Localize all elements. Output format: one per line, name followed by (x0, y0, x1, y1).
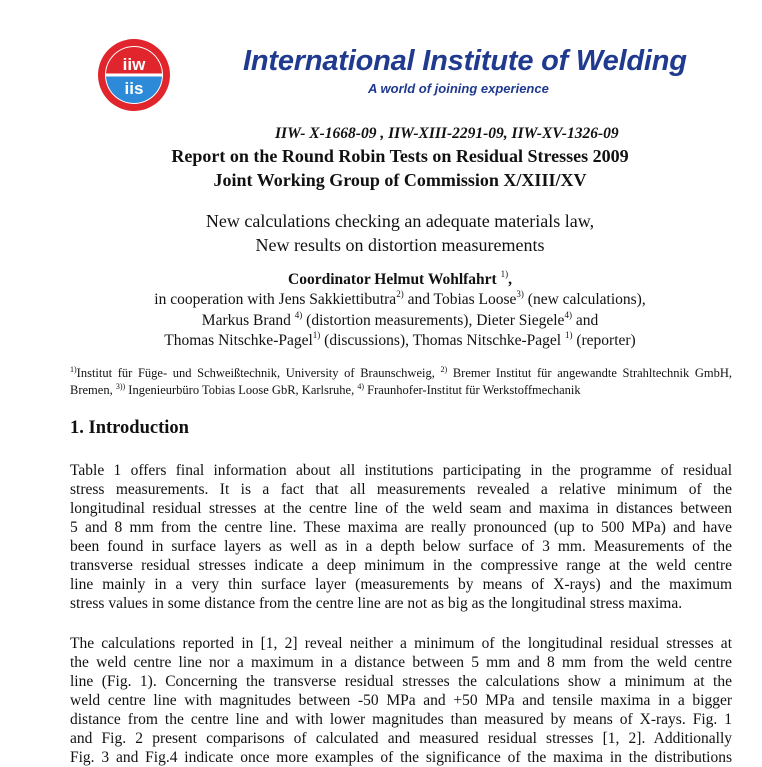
affiliation-text: Institut für Füge- und Schweißtechnik, University of Braunschweig, (76, 366, 441, 380)
paragraph-line: The calculations reported in [1, 2] reveal neither a minimum of the longitudinal residual stresses at (70, 635, 732, 652)
paragraph-line: and Fig. 2 present comparisons of calculated and measured residual stresses [1, 2]. Additionally (70, 730, 732, 747)
paragraph-line: line (Fig. 1). Concerning the transverse residual stresses the calculations show a minimum at the (70, 673, 732, 690)
report-title-line-1: Report on the Round Robin Tests on Residual Stresses 2009 (171, 146, 629, 166)
paragraph-line: line mainly in a very thin surface layer (measurements by means of X-rays) and the maximum (70, 576, 732, 593)
subtitle-line-2: New results on distortion measurements (255, 235, 545, 255)
authors-text: Markus Brand (201, 312, 295, 329)
footnote-ref: 1) (312, 330, 321, 340)
authors-text: (new calculations), (523, 291, 646, 308)
paragraph-line: 5 and 8 mm from the centre line. These maxima are really pronounced (up to 500 MPa) and have (70, 519, 732, 536)
paragraph-line: been found in surface layers as well as in a depth below surface of 3 mm. Measurements of the (70, 538, 732, 555)
section-heading: 1. Introduction (70, 418, 189, 438)
paragraph-1 (70, 461, 732, 613)
coordinator-name: Coordinator Helmut Wohlfahrt (288, 271, 497, 288)
iiw-logo (97, 38, 171, 112)
paragraph-line: Table 1 offers final information about all institutions participating in the programme of residual (70, 462, 732, 479)
affiliations (70, 365, 732, 398)
footnote-ref: 4) (357, 381, 365, 391)
authors-text: in cooperation with Jens Sakkiettibutra (154, 291, 397, 308)
authors-text: Thomas Nitschke-Pagel (164, 332, 313, 349)
footnote-ref: 1) (500, 269, 509, 279)
authors-line-4 (0, 331, 762, 352)
footnote-ref: 4) (294, 310, 303, 320)
logo-bottom-text: iis (124, 79, 144, 98)
paragraph-line: the weld centre line nor a maximum in a distance between 5 mm and 8 mm from the weld centre (70, 654, 732, 671)
paragraph-line: weld centre line with magnitudes between -50 MPa and +50 MPa and tensile maxima in a bigger (70, 692, 732, 709)
paragraph-line: transverse residual stresses indicate a deep minimum in the compressive range at the weld centre (70, 557, 732, 574)
coordinator-line (0, 270, 762, 291)
coordinator-suffix: , (508, 271, 512, 288)
authors-text: (distortion measurements), Dieter Siegele (302, 312, 565, 329)
report-title-line-2: Joint Working Group of Commission X/XIII/XV (213, 170, 587, 190)
logo-top-text: iiw (122, 55, 146, 74)
paragraph-line: Fig. 3 and Fig.4 indicate once more examples of the significance of the maxima in the distributions (70, 749, 732, 766)
footnote-ref: 2) (396, 289, 404, 299)
affiliation-text: Bremer Institut für angewandte Strahltechnik GmbH, Bremen, (70, 366, 732, 397)
footnote-ref: 4) (564, 310, 572, 320)
paragraph-line: stress values in some distance from the centre line are not as big as the longitudinal stress maxima. (70, 595, 683, 612)
affiliation-text: Fraunhofer-Institut für Werkstoffmechanik (364, 382, 581, 397)
paragraph-2 (70, 634, 732, 767)
paragraph-line: longitudinal residual stresses at the centre line of the weld seam and maxima in distances between (70, 500, 732, 517)
footnote-ref: 1) (564, 330, 573, 340)
authors-text: and (571, 312, 599, 329)
authors-line-3 (0, 311, 762, 332)
paragraph-line: stress measurements. It is a fact that all measurements revealed a relative minimum of the (70, 481, 732, 498)
authors-text: and Tobias Loose (403, 291, 517, 308)
organization-tagline: A world of joining experience (368, 81, 549, 96)
subtitle-line-1: New calculations checking an adequate materials law, (205, 211, 595, 231)
authors-text: (reporter) (572, 332, 636, 349)
footnote-ref: 3)) (115, 381, 126, 391)
organization-name: International Institute of Welding (243, 45, 687, 77)
paragraph-line: distance from the centre line and with lower magnitudes than measured by means of X-rays. Fig. 1 (70, 711, 732, 728)
footnote-ref: 1) (70, 365, 77, 374)
affiliation-text: Ingenieurbüro Tobias Loose GbR, Karlsruhe, (125, 382, 358, 397)
footnote-ref: 3) (516, 289, 524, 299)
authors-text: (discussions), Thomas Nitschke-Pagel (320, 332, 565, 349)
document-numbers: IIW- X-1668-09 , IIW-XIII-2291-09, IIW-XV-1326-09 (275, 125, 619, 142)
authors-line-2 (0, 290, 762, 311)
footnote-ref: 2) (440, 365, 448, 374)
